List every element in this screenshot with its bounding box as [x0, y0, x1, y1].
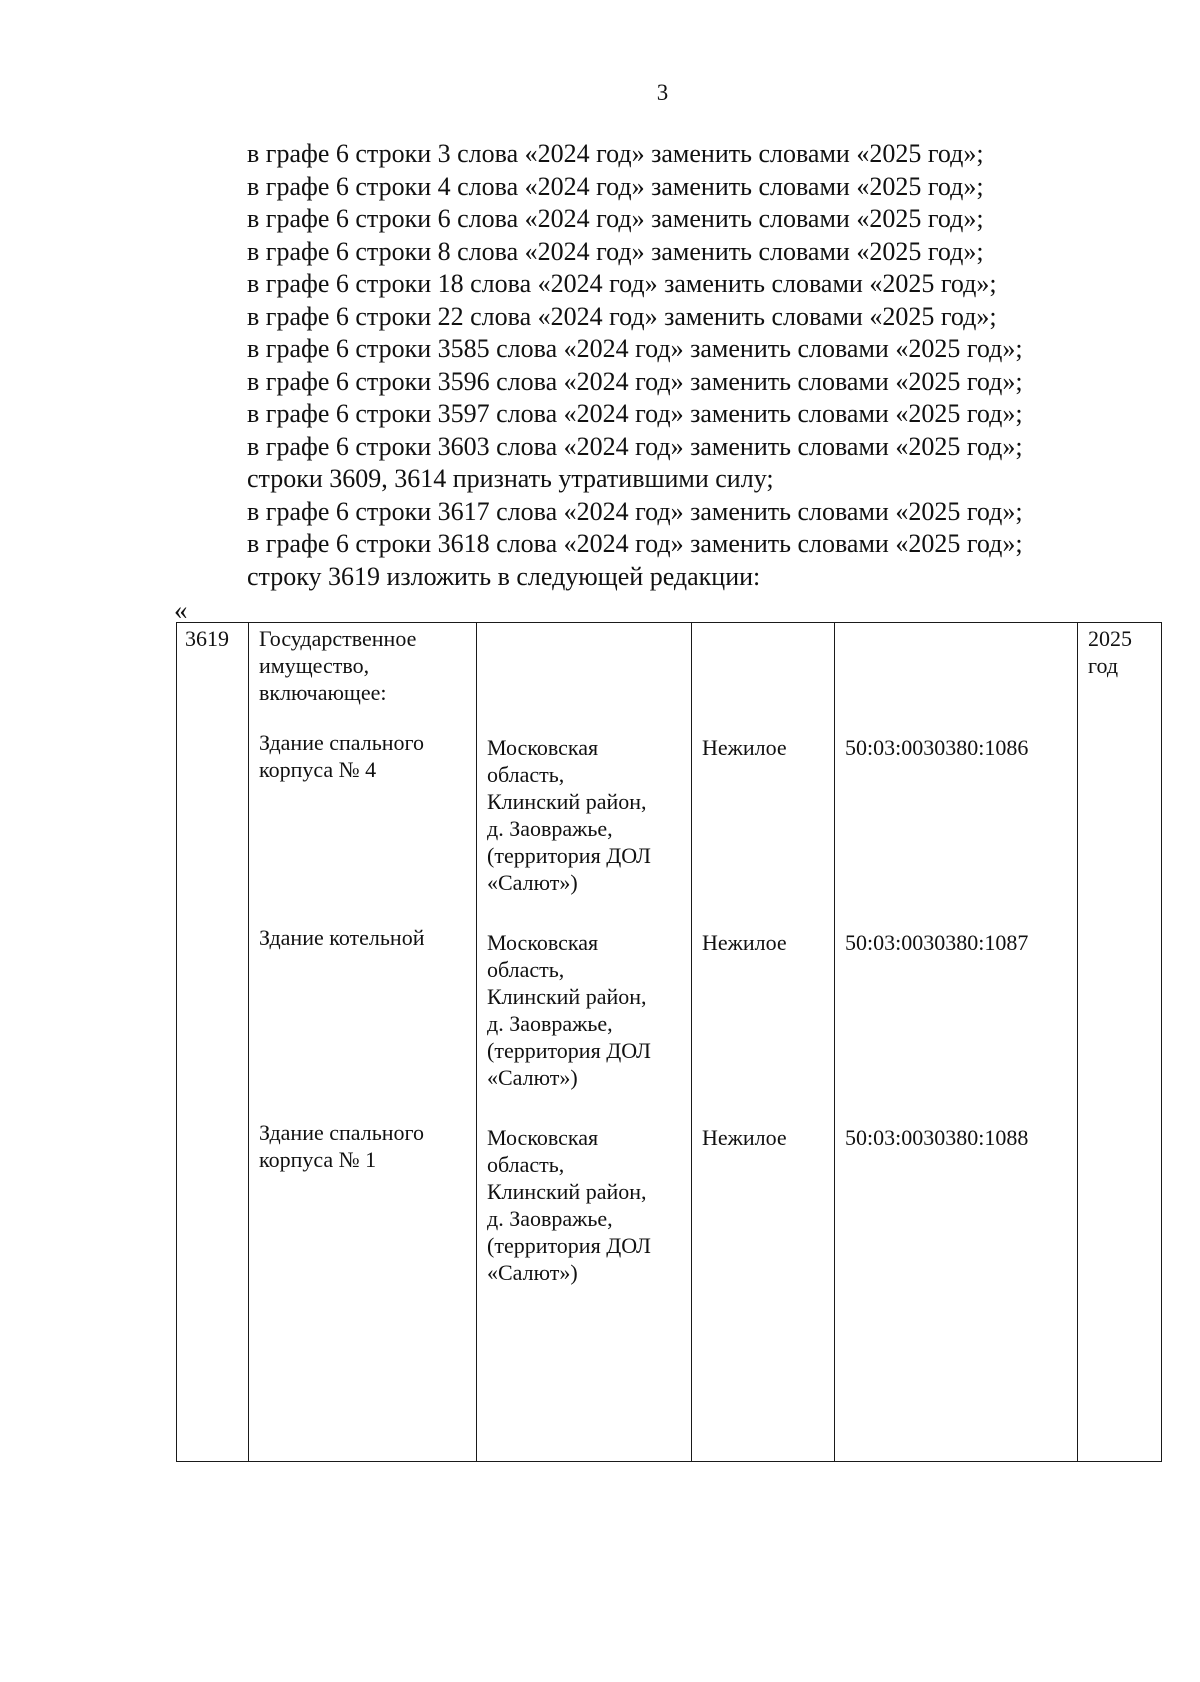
object-type: Нежилое — [702, 930, 787, 955]
cadastral-number: 50:03:0030380:1086 — [845, 735, 1029, 760]
cadastral-cell — [835, 623, 1078, 1462]
object-name: Здание котельной — [259, 925, 425, 950]
list-item — [487, 929, 683, 1124]
type-cell — [692, 623, 835, 1462]
page-number: 3 — [656, 80, 669, 105]
object-type: Нежилое — [702, 1125, 787, 1150]
amendment-line: в графе 6 строки 3617 слова «2024 год» заменить словами «2025 год»; — [247, 496, 1023, 526]
cadastral-number: 50:03:0030380:1088 — [845, 1125, 1029, 1150]
amendment-line: в графе 6 строки 3618 слова «2024 год» заменить словами «2025 год»; — [247, 529, 1023, 558]
list-item — [845, 734, 1069, 929]
amendment-line: в графе 6 строки 22 слова «2024 год» заменить словами «2025 год»; — [247, 301, 997, 331]
amendment-line: в графе 6 строки 3596 слова «2024 год» заменить словами «2025 год»; — [247, 366, 1023, 396]
list-item — [845, 929, 1069, 1124]
amendment-line: в графе 6 строки 3585 слова «2024 год» заменить словами «2025 год»; — [247, 334, 1023, 363]
amendment-line: в графе 6 строки 3 слова «2024 год» заменить словами «2025 год»; — [247, 139, 984, 168]
amendment-line: в графе 6 строки 3603 слова «2024 год» заменить словами «2025 год»; — [247, 431, 1023, 461]
address-cell — [477, 623, 692, 1462]
row-number: 3619 — [185, 626, 229, 651]
name-cell — [249, 623, 477, 1462]
object-type: Нежилое — [702, 735, 787, 760]
cadastral-number: 50:03:0030380:1087 — [845, 930, 1029, 955]
list-item — [487, 1124, 683, 1319]
object-name: Здание спального корпуса № 1 — [259, 1120, 424, 1172]
year-value: 2025 год — [1088, 626, 1132, 678]
amendment-line: в графе 6 строки 6 слова «2024 год» заменить словами «2025 год»; — [247, 204, 984, 233]
object-address: Московская область, Клинский район, д. Заовражье, (территория ДОЛ «Салют») — [487, 735, 651, 895]
object-address: Московская область, Клинский район, д. Заовражье, (территория ДОЛ «Салют») — [487, 1125, 651, 1285]
object-address: Московская область, Клинский район, д. Заовражье, (территория ДОЛ «Салют») — [487, 930, 651, 1090]
amendment-line: строки 3609, 3614 признать утратившими силу; — [247, 464, 774, 493]
list-item — [487, 734, 683, 929]
amendment-line: строку 3619 изложить в следующей редакции: — [247, 561, 761, 591]
amendment-text — [247, 138, 1023, 593]
list-item — [702, 734, 826, 929]
property-group-title: Государственное имущество, включающее: — [259, 626, 417, 705]
object-name: Здание спального корпуса № 4 — [259, 730, 424, 782]
opening-quote-mark: « — [174, 595, 188, 625]
property-table — [176, 622, 1162, 1462]
list-item — [845, 1124, 1069, 1319]
amendment-line: в графе 6 строки 3597 слова «2024 год» заменить словами «2025 год»; — [247, 399, 1023, 428]
year-cell — [1078, 623, 1162, 1462]
row-number-cell — [177, 623, 249, 1462]
list-item — [259, 924, 468, 1119]
amendment-line: в графе 6 строки 8 слова «2024 год» заменить словами «2025 год»; — [247, 236, 984, 266]
list-item — [702, 1124, 826, 1319]
table-row — [177, 623, 1162, 1462]
amendment-line: в графе 6 строки 4 слова «2024 год» заменить словами «2025 год»; — [247, 171, 984, 201]
amendment-line: в графе 6 строки 18 слова «2024 год» заменить словами «2025 год»; — [247, 269, 997, 298]
list-item — [259, 1119, 468, 1314]
list-item — [702, 929, 826, 1124]
list-item — [259, 729, 468, 924]
